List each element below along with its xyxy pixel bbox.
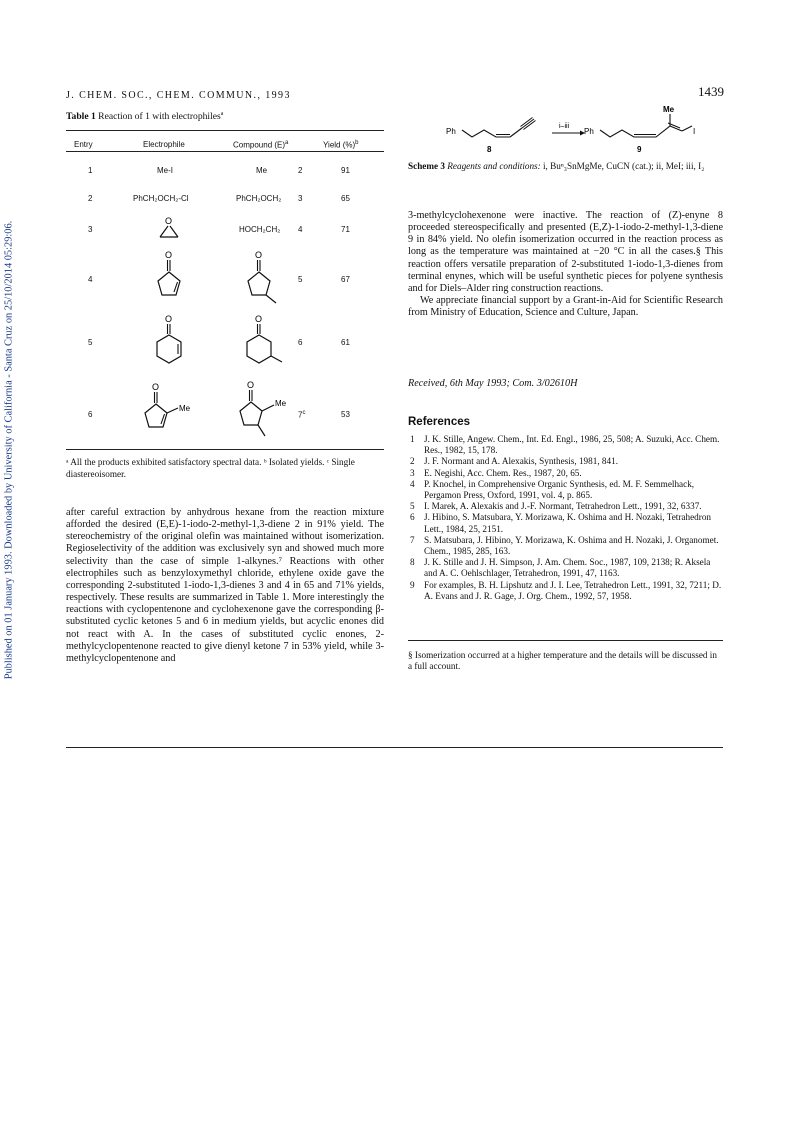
product5-o-label: O [255,250,263,260]
footnote-rule [408,640,723,641]
reference-text: For examples, B. H. Lipshutz and J. I. Lee, Tetrahedron Lett., 1991, 32, 7211; D. A. Evans and J. R. Gage, J. Org. Chem., 1992, 57, 1958. [424,579,722,601]
reference-text: J. K. Stille, Angew. Chem., Int. Ed. Engl., 1986, 25, 508; A. Suzuki, Acc. Chem. Res., 1982, 15, 178. [424,434,720,456]
reference-number: 7 [410,534,415,545]
reference-number: 1 [410,434,415,444]
reference-text: S. Matsubara, J. Hibino, Y. Morizawa, K. Oshima and H. Nozaki, J. Organomet. Chem., 1985, 285, 163. [424,534,719,557]
methylcyclopentenone-o-label: O [152,382,160,392]
right-column-text [408,210,723,319]
table-bottom-rule [66,449,384,450]
row5-number: 6 [298,338,303,347]
row3-compound: HOCH₂CH₂ [239,225,281,234]
row1-yield: 91 [341,166,350,175]
reference-number: 6 [410,512,415,523]
scheme-i-label: I [693,127,696,136]
product7-structure [232,378,294,444]
header-electrophile: Electrophile [143,140,185,149]
right-paragraph-1: 3-methylcyclohexenone were inactive. The reaction of (Z)-enyne 8 proceeded stereospecifically and presented (E,Z)-1-iodo-2-methyl-1,3-diene 9 in 84% yield. No olefin isomerization occurred in the reaction process as long as the temperature was maintained at −20 °C in all the cases.§ This reaction offers versatile preparation of 2-substituted 1-iodo-1,3-dienes from terminal enynes, which will be useful synthetic pieces for polyene synthesis and for Diels–Alder ring construction reactions. [408,210,723,294]
table-title-sup: a [220,111,224,117]
reference-item [408,479,723,501]
row6-entry: 6 [88,410,93,419]
reference-number: 8 [410,557,415,568]
product6-o-label: O [255,314,263,324]
row4-entry: 4 [88,275,93,284]
scheme3-graphic [430,100,730,160]
scheme-me-label: Me [663,105,675,114]
row5-yield: 61 [341,338,350,347]
header-compound-sup: a [285,140,289,146]
row2-number: 3 [298,194,303,203]
row6-yield: 53 [341,410,350,419]
table-title-text: Reaction of 1 with electrophiles [95,111,221,123]
references-heading: References [408,416,471,428]
row2-compound: PhCH₂OCH₂ [236,194,282,203]
scheme-ph-right: Ph [584,127,594,136]
ethylene-oxide-structure [154,215,184,243]
row3-yield: 71 [341,225,350,234]
table-footnote: ᵃ All the products exhibited satisfactory spectral data. ᵇ Isolated yields. ᶜ Single diastereoisomer. [66,457,355,479]
methylcyclopentenone-structure [140,380,200,438]
right-paragraph-2: We appreciate financial support by a Grant-in-Aid for Scientific Research from Ministry of Education, Science and Culture, Japan. [408,295,723,319]
header-compound [233,140,288,150]
row1-entry: 1 [88,166,93,175]
methylcyclopentenone-me-label: Me [179,404,191,413]
product7-o-label: O [247,380,255,390]
header-yield-sup: b [355,140,359,146]
row4-yield: 67 [341,275,350,284]
scheme-caption-label: Scheme 3 [408,161,445,171]
reference-item [408,456,723,467]
page-number: 1439 [698,84,724,99]
row4-number: 5 [298,275,303,284]
row2-yield: 65 [341,194,350,203]
reference-text: J. F. Normant and A. Alexakis, Synthesis, 1981, 841. [424,456,618,467]
oxide-o-label: O [165,216,173,226]
reference-text: J. K. Stille and J. H. Simpson, J. Am. Chem. Soc., 1987, 109, 2138; R. Aksela and A. C. Oehlschlager, Tetrahedron, 1991, 47, 1163. [424,557,711,579]
scheme-label-9: 9 [637,145,642,154]
reference-text: P. Knochel, in Comprehensive Organic Synthesis, ed. M. F. Semmelhack, Pergamon Press, Oxford, 1991, vol. 4, p. 865. [424,478,695,501]
page-bottom-rule [66,747,723,748]
scheme-caption-text: i, Buⁿ₃SnMgMe, CuCN (cat.); ii, MeI; iii, I₂ [540,161,705,171]
product7-me-label: Me [275,399,287,408]
journal-header: J. CHEM. SOC., CHEM. COMMUN., 1993 [66,90,291,101]
references-list [408,434,723,602]
row3-entry: 3 [88,225,93,234]
header-yield-text: Yield (%) [323,140,356,150]
section-footnote: § Isomerization occurred at a higher temperature and the details will be discussed in a full account. [408,650,717,672]
row6-number-sup: c [302,410,306,416]
cyclopentenone-structure [149,248,189,304]
table-title-label: Table 1 [66,111,96,123]
reference-number: 5 [410,501,415,512]
reference-item [408,557,723,579]
cyclohexenone-o-label: O [165,314,173,324]
reference-item [408,501,723,512]
reference-item [408,468,723,479]
reference-item [408,512,723,534]
scheme-ph-left: Ph [446,127,456,136]
row1-electrophile: Me-I [157,166,173,175]
scheme-caption-italic: Reagents and conditions: [445,161,541,171]
cyclopentenone-o-label: O [165,250,173,260]
row6-number [298,410,305,420]
product5-structure [238,248,290,306]
row1-compound: Me [256,166,268,175]
product6-structure [238,312,292,374]
row6-number-text: 7 [298,410,303,420]
table-header-rule [66,151,384,152]
received-line: Received, 6th May 1993; Com. 3/02610H [408,378,578,389]
cyclohexenone-structure [148,312,192,374]
left-paragraph: after careful extraction by anhydrous hexane from the reaction mixture afforded the desired (E,E)-1-iodo-2-methyl-1,3-diene 2 in 91% yield. The stereochemistry of the original olefin was maintained without isomerization. Regioselectivity of the addition was exclusively syn and showed much more selectivity than the case of simple 1-alkynes.⁷ Reactions with other electrophiles such as benzyloxymethyl chloride, ethylene oxide gave the corresponding 2-substituted 1-iodo-1,3-dienes 3 and 4 in 65 and 71% yields, respectively. These results are summarized in Table 1. More interestingly the reactions with cyclopentenone and cyclohexenone gave the corresponding β-substituted cyclic ketones 5 and 6 in medium yields, but acyclic enones did not react with A. In the cases of substituted cyclic enones, 2-methylcyclopentenone reacted to give dienyl ketone 7 in 53% yield, while 3-methylcyclopentenone and [66,507,384,664]
table-title [66,111,223,122]
reference-number: 2 [410,456,415,467]
row2-electrophile: PhCH₂OCH₂-Cl [133,194,189,203]
reference-number: 4 [410,478,415,489]
scheme-arrow-label: i–iii [559,123,570,130]
row3-number: 4 [298,225,303,234]
download-watermark [3,215,15,685]
reference-text: I. Marek, A. Alexakis and J.-F. Normant, Tetrahedron Lett., 1991, 32, 6337. [424,501,702,512]
header-entry: Entry [74,140,93,149]
left-column-text [66,507,384,665]
reference-number: 3 [410,467,415,478]
reference-item [408,434,723,456]
scheme-label-8: 8 [487,145,492,154]
reference-item [408,535,723,557]
scheme-caption [408,160,723,172]
row5-entry: 5 [88,338,93,347]
header-compound-text: Compound (E) [233,140,286,150]
header-yield [323,140,359,150]
table-top-rule [66,130,384,131]
reference-number: 9 [410,579,415,590]
reference-text: J. Hibino, S. Matsubara, Y. Morizawa, K. Oshima and H. Nozaki, Tetrahedron Lett., 1984, 25, 2151. [424,512,712,534]
reference-item [408,580,723,602]
row1-number: 2 [298,166,303,175]
reference-text: E. Negishi, Acc. Chem. Res., 1987, 20, 65. [424,467,582,478]
download-watermark-text: Published on 01 January 1993. Downloaded by University of California - Santa Cruz on 25/10/2014 05:29:06. [3,220,15,680]
row2-entry: 2 [88,194,93,203]
